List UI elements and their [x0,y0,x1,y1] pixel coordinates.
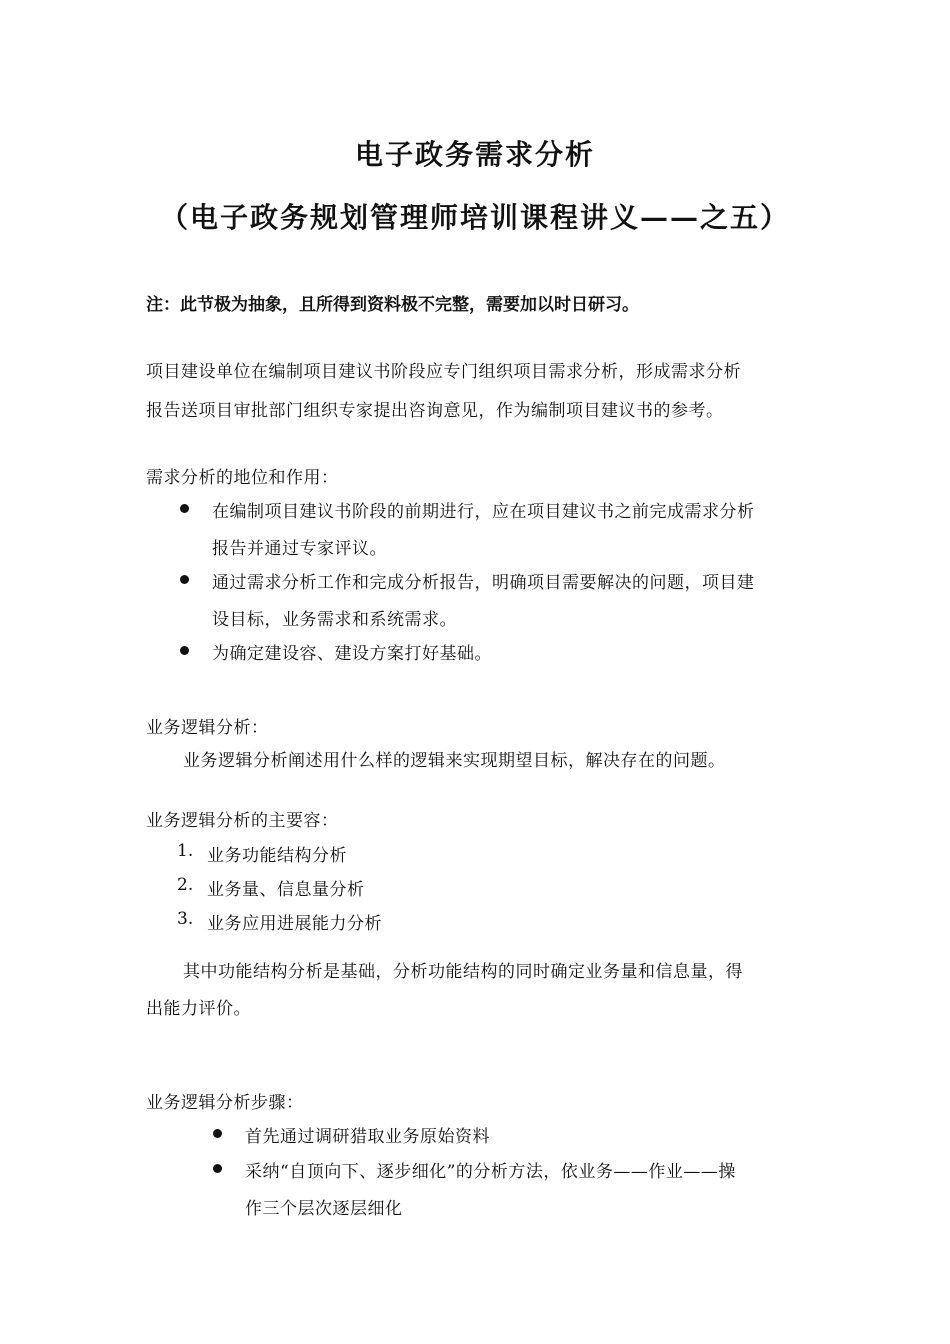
note-text: 注：此节极为抽象，且所得到资料极不完整，需要加以时日研习。 [146,295,639,315]
content-item-2-number: 2. [177,875,194,895]
role-item-1-line-2: 报告并通过专家评议。 [212,539,387,559]
content-heading: 业务逻辑分析的主要容： [146,811,339,831]
bullet-icon [213,1129,222,1138]
role-heading: 需求分析的地位和作用： [146,468,339,488]
role-item-2-line-1: 通过需求分析工作和完成分析报告，明确项目需要解决的问题，项目建 [212,573,755,593]
intro-line-2: 报告送项目审批部门组织专家提出咨询意见，作为编制项目建议书的参考。 [146,401,724,421]
document-subtitle: （电子政务规划管理师培训课程讲义——之五） [159,201,790,234]
bullet-icon [213,1164,222,1173]
bullet-icon [180,575,189,584]
bullet-icon [180,646,189,655]
steps-item-2-line-1: 采纳“自顶向下、逐步细化”的分析方法，依业务——作业——操 [245,1162,736,1182]
content-item-1-number: 1. [177,841,194,861]
bullet-icon [180,504,189,513]
logic-text: 业务逻辑分析阐述用什么样的逻辑来实现期望目标，解决存在的问题。 [183,751,726,771]
content-summary-line-1: 其中功能结构分析是基础，分析功能结构的同时确定业务量和信息量，得 [183,962,743,982]
logic-heading: 业务逻辑分析： [146,718,269,738]
intro-line-1: 项目建设单位在编制项目建议书阶段应专门组织项目需求分析，形成需求分析 [146,362,741,382]
steps-heading: 业务逻辑分析步骤： [146,1093,304,1113]
content-item-2-text: 业务量、信息量分析 [207,880,365,900]
role-item-2-line-2: 设目标，业务需求和系统需求。 [212,610,457,630]
content-summary-line-2: 出能力评价。 [146,999,251,1019]
document-title: 电子政务需求分析 [354,138,595,171]
role-item-3-line-1: 为确定建设容、建设方案打好基础。 [212,644,492,664]
steps-item-1-line-1: 首先通过调研猎取业务原始资料 [245,1127,490,1147]
role-item-1-line-1: 在编制项目建议书阶段的前期进行，应在项目建议书之前完成需求分析 [212,502,755,522]
content-item-3-number: 3. [177,909,194,929]
steps-item-2-line-2: 作三个层次逐层细化 [245,1199,403,1219]
content-item-3-text: 业务应用进展能力分析 [207,914,382,934]
content-item-1-text: 业务功能结构分析 [207,846,347,866]
